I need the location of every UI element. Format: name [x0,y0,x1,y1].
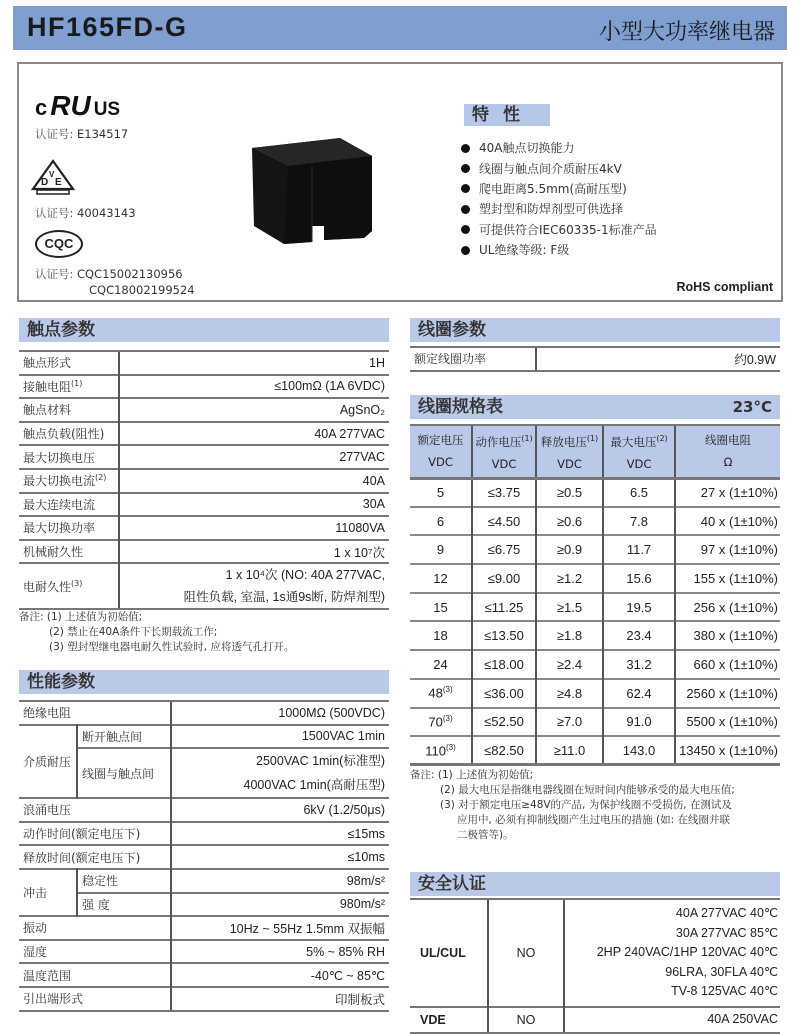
table-row: 15 ≤11.25 ≥1.5 19.5 256 x (1±10%) [410,593,780,622]
coil-spec-heading: 线圈规格表 23°C [410,395,780,419]
table-row: 引出端形式 印制板式 [19,987,389,1011]
table-row [19,516,389,540]
row-value: AgSnO₂ [119,398,389,422]
safety-table [410,898,780,1034]
row-value: 277VAC [119,445,389,469]
table-row: 24 ≤18.00 ≥2.4 31.2 660 x (1±10%) [410,650,780,679]
cqc-cert-number: 认证号: CQC15002130956 [35,267,183,281]
table-row [410,1007,780,1033]
contact-params-heading: 触点参数 [19,318,389,342]
safety-heading: 安全认证 [410,872,780,896]
table-row: 110$^{(3)}$ ≤82.50 ≥11.0 143.0 13450 x (1±10%) [410,736,780,765]
agency: VDE [410,1007,488,1033]
header-row [410,425,780,478]
row-value: 30A [119,493,389,517]
table-row: 48$^{(3)}$ ≤36.00 ≥4.8 62.4 2560 x (1±10%) [410,679,780,708]
ratings: 40A 250VAC [564,1007,780,1033]
row-label: 触点形式 [19,351,119,375]
row-value: 1 x 10⁷次 [119,540,389,564]
row-value: ≤100mΩ (1A 6VDC) [119,375,389,399]
coil-params-table [410,346,780,372]
ratings: 40A 277VAC 40℃ 30A 277VAC 85℃ 2HP 240VAC/1HP 120VAC 40℃ 96LRA, 30FLA 40℃ TV-8 125VAC 40℃ [564,899,780,1007]
performance-params-heading: 性能参数 [19,670,389,694]
row-value: 1H [119,351,389,375]
agency: UL/CUL [410,899,488,1007]
table-row: 释放时间(额定电压下) ≤10ms [19,845,389,869]
table-row: 冲击 稳定性 98m/s² [19,869,389,893]
relay-product-image [244,126,379,244]
table-row: 浪涌电压 6kV (1.2/50μs) [19,798,389,822]
table-row: 70$^{(3)}$ ≤52.50 ≥7.0 91.0 5500 x (1±10%) [410,708,780,737]
row-label: 最大切换电流$^{(2)}$ [19,469,119,493]
table-row: 湿度 5% ~ 85% RH [19,940,389,964]
feature-item: 塑封型和防焊剂型可供选择 [461,199,657,219]
table-row [19,445,389,469]
feature-item: UL绝缘等级: F级 [461,240,657,260]
bullet-icon [461,225,470,234]
contact-notes: 备注: (1) 上述值为初始值; (2) 禁止在40A条件下长期载流工作; (3) 塑封型继电器电耐久性试验时, 应将透气孔打开。 [19,611,295,653]
feature-item: 爬电距离5.5mm(高耐压型) [461,179,657,199]
table-row: 5 ≤3.75 ≥0.5 6.5 27 x (1±10%) [410,478,780,507]
product-subtitle: 小型大功率继电器 [598,20,775,45]
performance-params-table [19,700,389,1012]
features-heading: 特性 [464,104,550,126]
table-row: 18 ≤13.50 ≥1.8 23.4 380 x (1±10%) [410,621,780,650]
table-row: 动作时间(额定电压下) ≤15ms [19,822,389,846]
table-row: 线圈与触点间 2500VAC 1min(标准型) 4000VAC 1min(高耐压型) [19,748,389,798]
svg-text:E: E [55,177,62,188]
bullet-icon [461,164,470,173]
features-list [461,138,657,260]
row-label: 电耐久性$^{(3)}$ [19,563,119,609]
contact-form: NO [488,899,564,1007]
col-header: 最大电压$^{(2)}$ VDC [603,425,675,478]
coil-spec-table [410,424,780,766]
bullet-icon [461,144,470,153]
row-label: 触点材料 [19,398,119,422]
feature-item: 40A触点切换能力 [461,138,657,158]
row-label: 最大切换功率 [19,516,119,540]
col-header: 线圈电阻 Ω [675,425,780,478]
table-row: 9 ≤6.75 ≥0.9 11.7 97 x (1±10%) [410,535,780,564]
table-row [19,493,389,517]
row-value: 1 x 10⁴次 (NO: 40A 277VAC, 阻性负载, 室温, 1s通9s断, 防焊剂型) [119,563,389,609]
coil-params-heading: 线圈参数 [410,318,780,342]
bullet-icon [461,184,470,193]
table-row: 强 度 980m/s² [19,893,389,917]
svg-text:V: V [49,170,55,179]
row-label: 接触电阻$^{(1)}$ [19,375,119,399]
table-row [19,398,389,422]
row-label: 机械耐久性 [19,540,119,564]
row-value: 40A [119,469,389,493]
col-header: 额定电压 VDC [410,425,472,478]
table-row: 6 ≤4.50 ≥0.6 7.8 40 x (1±10%) [410,507,780,536]
product-overview [17,62,783,302]
table-row [19,563,389,609]
title-bar [13,6,787,50]
contact-form: NO [488,1007,564,1033]
row-value: 40A 277VAC [119,422,389,446]
feature-item: 线圈与触点间介质耐压4kV [461,158,657,178]
coil-notes: 备注: (1) 上述值为初始值; (2) 最大电压是指继电器线圈在短时间内能够承受的最大电压值; (3) 对于额定电压≥48V的产品, 为保护线圈不受损伤, 在测试及 应用中, 必须有抑制线圈产生过电压的措施 (如: 在线圈并联 二极管等)。 [410,769,735,841]
svg-text:D: D [41,177,49,188]
rohs-badge: RoHS compliant [676,280,773,294]
contact-params-table [19,350,389,610]
col-header: 释放电压$^{(1)}$ VDC [536,425,603,478]
row-label: 最大切换电压 [19,445,119,469]
bullet-icon [461,246,470,255]
table-row [410,899,780,1007]
model-name: HF165FD-G [27,12,188,42]
row-value: 11080VA [119,516,389,540]
table-row: 绝缘电阻 1000MΩ (500VDC) [19,701,389,725]
table-row [19,469,389,493]
table-row: 额定线圈功率 约0.9W [410,347,780,371]
table-row: 振动 10Hz ~ 55Hz 1.5mm 双振幅 [19,916,389,940]
cqc-logo-icon: CQC [35,230,83,258]
cqc-cert-number-2: CQC18002199524 [89,283,195,297]
table-row [19,422,389,446]
table-row: 温度范围 -40℃ ~ 85℃ [19,963,389,987]
coil-spec-temp: 23°C [732,398,772,416]
table-row [19,540,389,564]
bullet-icon [461,205,470,214]
ul-cert-number: 认证号: E134517 [35,127,129,141]
feature-item: 可提供符合IEC60335-1标准产品 [461,220,657,240]
table-row: 12 ≤9.00 ≥1.2 15.6 155 x (1±10%) [410,564,780,593]
table-row [19,375,389,399]
ul-logo-icon: c RU US [35,90,121,121]
table-row [19,351,389,375]
vde-cert-number: 认证号: 40043143 [35,206,136,220]
col-header: 动作电压$^{(1)}$ VDC [472,425,536,478]
table-row: 介质耐压 断开触点间 1500VAC 1min [19,725,389,749]
row-label: 最大连续电流 [19,493,119,517]
row-label: 触点负载(阻性) [19,422,119,446]
vde-logo-icon [31,159,75,197]
